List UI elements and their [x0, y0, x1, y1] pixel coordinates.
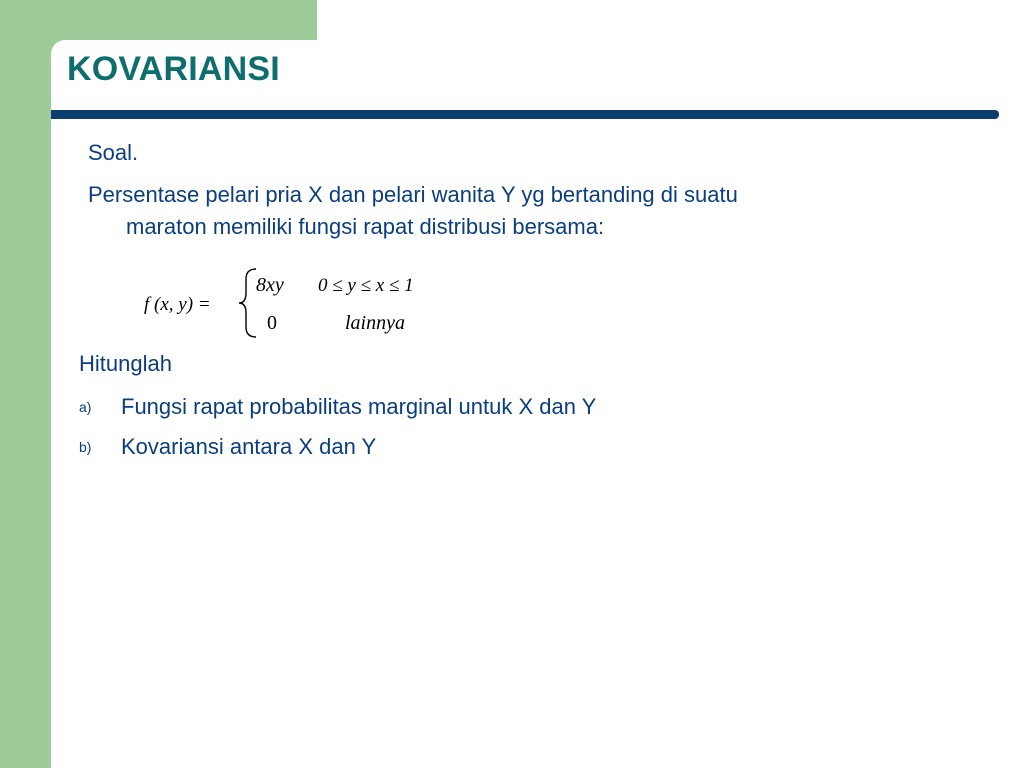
- problem-line-1: Persentase pelari pria X dan pelari wanita Y yg bertanding di suatu: [88, 182, 738, 207]
- formula-lhs: f (x, y) =: [144, 294, 211, 315]
- list-item-text: Kovariansi antara X dan Y: [121, 434, 377, 460]
- case1-expression: 8xy: [256, 274, 284, 296]
- hitunglah-label: Hitunglah: [79, 351, 172, 376]
- left-brace: [239, 269, 256, 337]
- formula-svg: [140, 265, 480, 345]
- joint-density-formula: [140, 265, 480, 345]
- soal-label: Soal.: [88, 140, 139, 165]
- case2-condition: lainnya: [345, 312, 405, 334]
- list-marker: a): [79, 399, 92, 416]
- list-item: [79, 432, 376, 461]
- list-marker: b): [79, 439, 92, 456]
- list-item-text: Fungsi rapat probabilitas marginal untuk X dan Y: [121, 394, 597, 420]
- list-item: [79, 392, 596, 421]
- case2-expression: 0: [267, 312, 277, 334]
- problem-statement: [88, 179, 948, 243]
- case1-condition: 0 ≤ y ≤ x ≤ 1: [318, 275, 414, 296]
- problem-line-2: maraton memiliki fungsi rapat distribusi bersama:: [126, 214, 605, 239]
- slide-title: KOVARIANSI: [67, 50, 280, 88]
